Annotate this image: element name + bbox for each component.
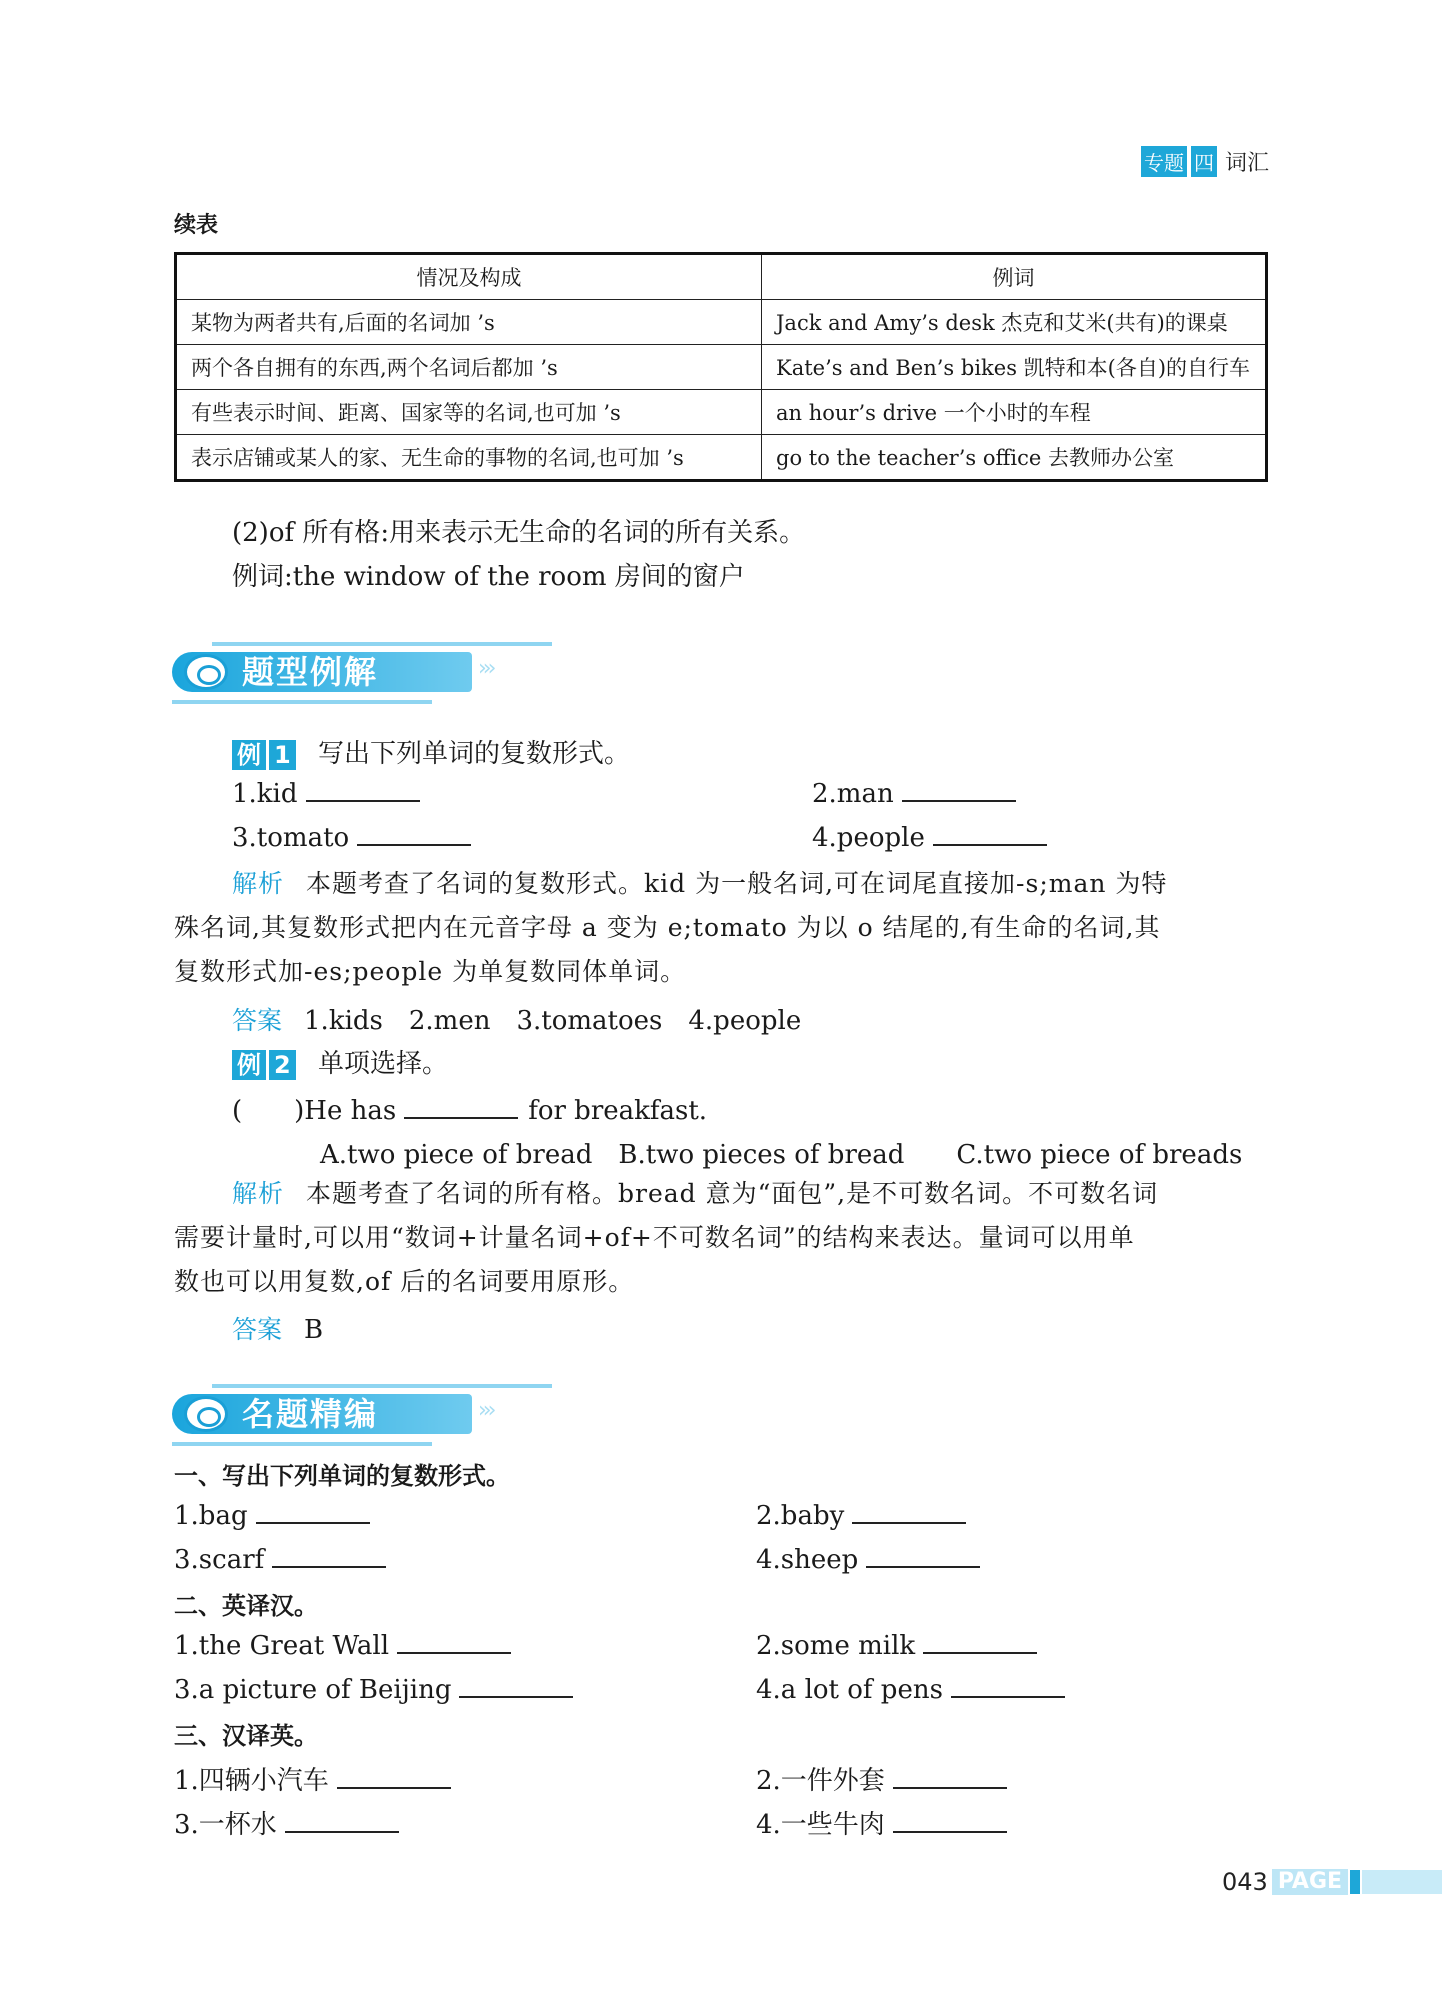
- table-cell: go to the teacher’s office 去教师办公室: [762, 435, 1267, 481]
- example-2-analysis: 解析 本题考查了名词的所有格。bread 意为“面包”,是不可数名词。不可数名词 需要计量时,可以用“数词+计量名词+of+不可数名词”的结构来表达。量词可以用单 数也可以用复数,of 后的名词要用原形。: [174, 1179, 1159, 1296]
- exercise-item: 1.the Great Wall: [174, 1630, 511, 1661]
- exercise-item: 4.a lot of pens: [756, 1674, 1065, 1705]
- exercise-item: 2.baby: [756, 1500, 966, 1531]
- page-number-footer: [1222, 1868, 1442, 1896]
- exercise-item: 3.scarf: [174, 1544, 386, 1575]
- exercise-item: 2.一件外套: [756, 1760, 1007, 1797]
- table-cell: 有些表示时间、距离、国家等的名词,也可加 ’s: [176, 390, 762, 435]
- arrows-icon: ›››: [478, 1398, 493, 1423]
- answer-blank[interactable]: [337, 1765, 451, 1789]
- of-possessive-rule: (2)of 所有格:用来表示无生命的名词的所有关系。: [232, 518, 806, 548]
- answer-blank[interactable]: [256, 1500, 370, 1524]
- part-3-heading: 三、汉译英。: [174, 1722, 318, 1750]
- example-2-answer: 答案 B: [232, 1315, 324, 1345]
- table-caption: 续表: [174, 213, 219, 238]
- answer-blank[interactable]: [893, 1765, 1007, 1789]
- book-icon: [184, 654, 228, 690]
- answer-blank[interactable]: [923, 1630, 1037, 1654]
- exercise-item: 3.一杯水: [174, 1804, 399, 1841]
- arrows-icon: ›››: [478, 656, 493, 681]
- table-cell: Kate’s and Ben’s bikes 凯特和本(各自)的自行车: [762, 345, 1267, 390]
- example-1-prompt: 例 1 写出下列单词的复数形式。: [232, 733, 630, 770]
- exercise-item: 2.some milk: [756, 1630, 1037, 1661]
- topic-tag: 专题: [1141, 146, 1187, 177]
- table-row: [176, 435, 1267, 481]
- example-1-analysis: 解析 本题考查了名词的复数形式。kid 为一般名词,可在词尾直接加-s;man 为特 殊名词,其复数形式把内在元音字母 a 变为 e;tomato 为以 o 结尾的,有生命的名词,其 复数形式加-es;people 为单复数同体单词。: [174, 869, 1168, 986]
- section-title: 名题精编: [242, 1395, 379, 1433]
- answer-blank[interactable]: [933, 822, 1047, 846]
- page-number: 043: [1222, 1868, 1268, 1896]
- section-banner-examples: [172, 642, 552, 704]
- exercise-item: 1.kid: [232, 778, 420, 809]
- exercise-item: 3.tomato: [232, 822, 471, 853]
- answer-blank[interactable]: [306, 778, 420, 802]
- answer-blank[interactable]: [852, 1500, 966, 1524]
- exercise-item: 4.people: [812, 822, 1047, 853]
- exercise-item: 1.bag: [174, 1500, 370, 1531]
- table-cell: an hour’s drive 一个小时的车程: [762, 390, 1267, 435]
- table-cell: 表示店铺或某人的家、无生命的事物的名词,也可加 ’s: [176, 435, 762, 481]
- answer-blank[interactable]: [272, 1544, 386, 1568]
- answer-blank[interactable]: [357, 822, 471, 846]
- table-cell: 某物为两者共有,后面的名词加 ’s: [176, 300, 762, 345]
- book-icon: [184, 1396, 228, 1432]
- answer-blank[interactable]: [902, 778, 1016, 802]
- section-banner-exercises: [172, 1384, 552, 1446]
- example-2-tag: 例 2: [232, 1050, 296, 1080]
- exercise-item: 1.四辆小汽车: [174, 1760, 451, 1797]
- example-1-tag: 例 1: [232, 740, 296, 770]
- answer-blank[interactable]: [459, 1674, 573, 1698]
- possessive-table: [174, 252, 1268, 482]
- answer-blank[interactable]: [285, 1809, 399, 1833]
- page-word: PAGE: [1272, 1869, 1348, 1895]
- example-2-stem: ( )He has for breakfast.: [232, 1096, 708, 1126]
- table-cell: 两个各自拥有的东西,两个名词后都加 ’s: [176, 345, 762, 390]
- exercise-item: 2.man: [812, 778, 1016, 809]
- column-header: 例词: [762, 254, 1267, 300]
- table-header-row: [176, 254, 1267, 300]
- part-1-heading: 一、写出下列单词的复数形式。: [174, 1462, 510, 1490]
- column-header: 情况及构成: [176, 254, 762, 300]
- exercise-item: 4.一些牛肉: [756, 1804, 1007, 1841]
- example-2-options: A.two piece of bread B.two pieces of bread C.two piece of breads: [320, 1140, 1243, 1170]
- answer-blank[interactable]: [397, 1630, 511, 1654]
- of-possessive-example: 例词:the window of the room 房间的窗户: [232, 562, 745, 592]
- table-row: [176, 345, 1267, 390]
- example-2-prompt: 例 2 单项选择。: [232, 1043, 448, 1080]
- topic-number-tag: 四: [1191, 146, 1217, 177]
- table-row: [176, 300, 1267, 345]
- section-title: 题型例解: [242, 653, 379, 691]
- exercise-item: 4.sheep: [756, 1544, 980, 1575]
- running-header: [1141, 146, 1269, 177]
- table-cell: Jack and Amy’s desk 杰克和艾米(共有)的课桌: [762, 300, 1267, 345]
- topic-title: 词汇: [1224, 151, 1269, 176]
- answer-blank[interactable]: [404, 1095, 518, 1119]
- table-row: [176, 390, 1267, 435]
- answer-blank[interactable]: [951, 1674, 1065, 1698]
- exercise-item: 3.a picture of Beijing: [174, 1674, 573, 1705]
- part-2-heading: 二、英译汉。: [174, 1592, 318, 1620]
- answer-blank[interactable]: [893, 1809, 1007, 1833]
- answer-blank[interactable]: [866, 1544, 980, 1568]
- example-1-answer: 答案 1.kids 2.men 3.tomatoes 4.people: [232, 1006, 802, 1036]
